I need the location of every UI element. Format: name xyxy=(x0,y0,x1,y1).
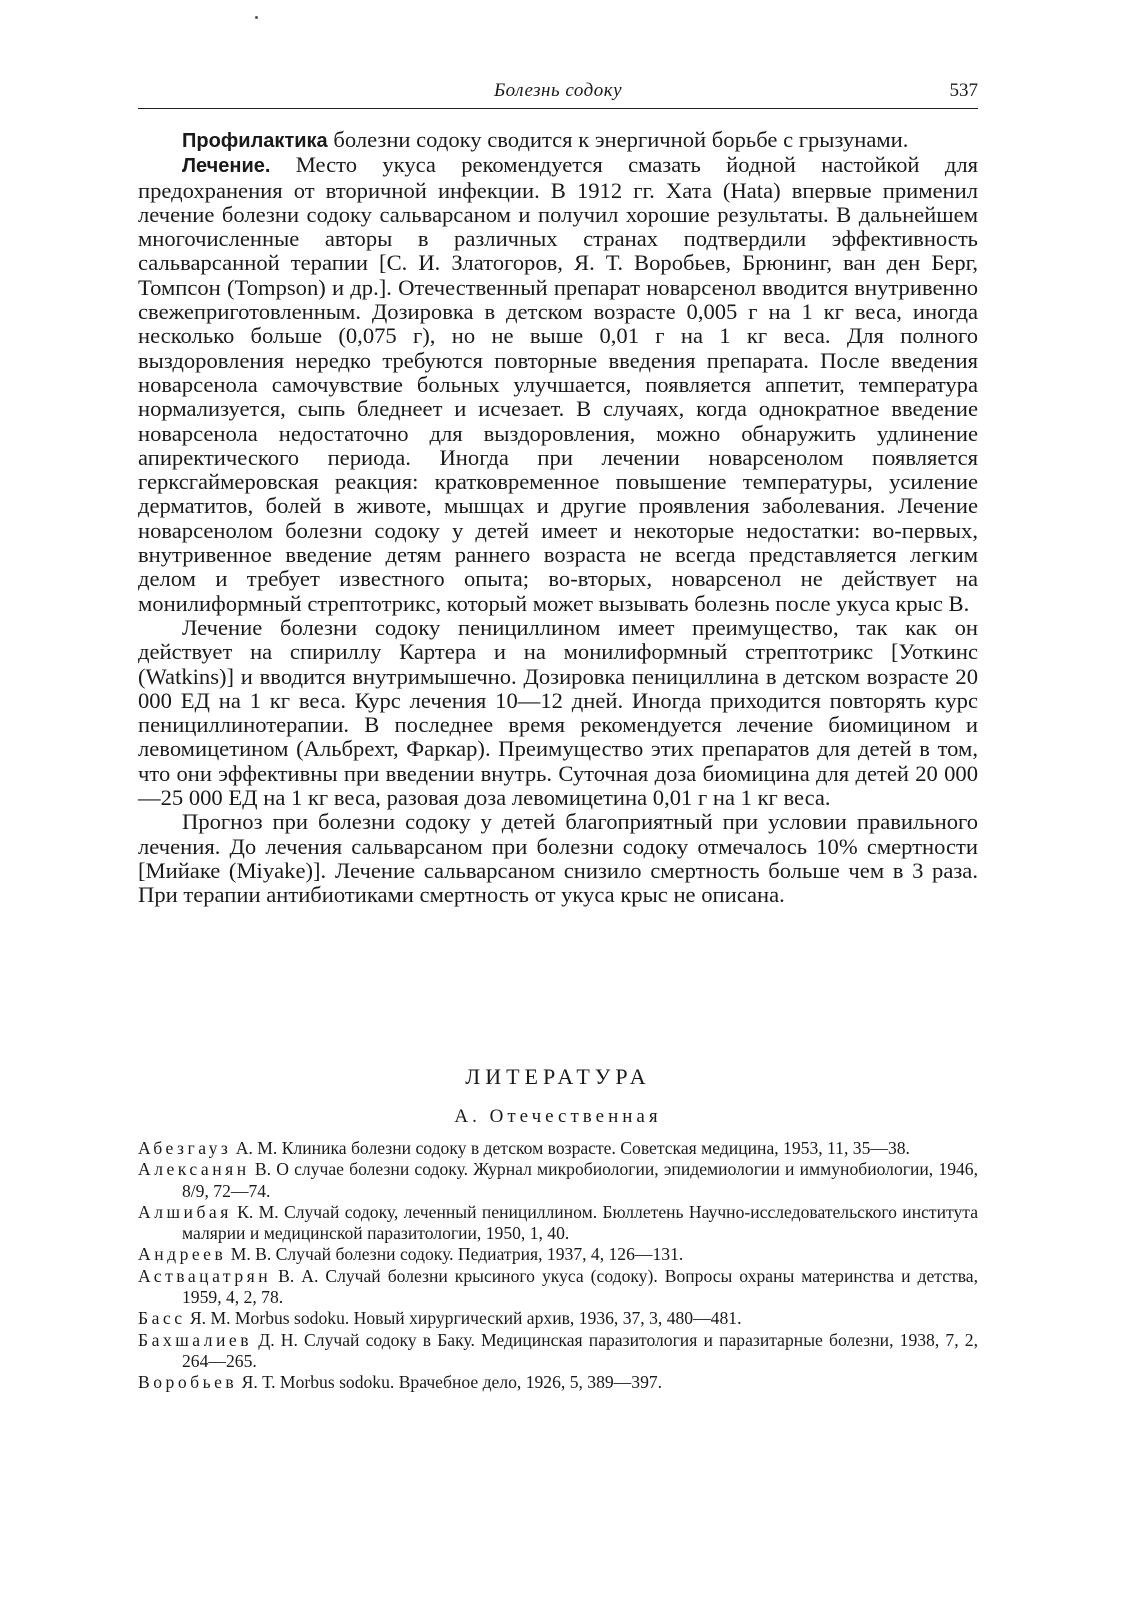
reference-author: Аствацатрян xyxy=(138,1265,272,1286)
reference-text: К. М. Случай содоку, леченный пенициллином. Бюллетень Научно-исследовательского института малярии и медицинской паразитологии, 1950, 1, 40. xyxy=(182,1201,978,1244)
reference-text: В. О случае болезни содоку. Журнал микробиологии, эпидемиологии и иммунобиологии, 1946, 8/9, 72—74. xyxy=(182,1159,978,1201)
running-head xyxy=(138,78,978,109)
reference-item xyxy=(138,1159,978,1202)
term-prophylaxis: Профилактика xyxy=(182,130,328,152)
running-title: Болезнь содоку xyxy=(493,80,623,101)
reference-text: Я. Т. Morbus sodoku. Врачебное дело, 1926, 5, 389—397. xyxy=(237,1372,663,1393)
reference-author: Андреев xyxy=(138,1244,227,1265)
reference-text: М. В. Случай болезни содоку. Педиатрия, 1937, 4, 126—131. xyxy=(226,1244,684,1265)
term-treatment: Лечение. xyxy=(182,155,271,178)
reference-author: Басс xyxy=(138,1308,186,1329)
reference-author: Алексанян xyxy=(138,1159,250,1180)
reference-item xyxy=(138,1138,978,1159)
reference-text: А. М. Клиника болезни содоку в детском возрасте. Советская медицина, 1953, 11, 35—38. xyxy=(231,1138,910,1158)
body-text xyxy=(138,128,978,908)
reference-text: В. А. Случай болезни крысиного укуса (содоку). Вопросы охраны материнства и детства, 1959, 4, 2, 78. xyxy=(182,1265,978,1308)
paragraph-text: болезни содоку сводится к энергичной борьбе с грызунами. xyxy=(327,127,909,152)
reference-author: Алшибая xyxy=(138,1201,232,1222)
literature-subheading: А. Отечественная xyxy=(454,1106,662,1127)
paragraph-prophylaxis xyxy=(138,128,978,153)
paragraph-treatment xyxy=(138,153,978,616)
reference-list xyxy=(138,1138,978,1394)
reference-text: Д. Н. Случай содоку в Баку. Медицинская паразитология и паразитарные болезни, 1938, 7, 2, 264—265. xyxy=(182,1329,978,1371)
reference-item xyxy=(138,1372,978,1393)
reference-author: Бахшалиев xyxy=(138,1329,253,1350)
reference-item xyxy=(138,1308,978,1329)
reference-item xyxy=(138,1244,978,1265)
paragraph-text: Место укуса рекомендуется смазать йодной настойкой для предохранения от вторичной инфекции. В 1912 гг. Хата (Hata) впервые применил лечение болезни содоку сальварсаном и получил хорошие результаты. В дальнейшем многочисленные авторы в различных странах подтвердили эффективность сальварсанной терапии [С. И. Златогоров, Я. Т. Воробьев, Брюнинг, ван ден Берг, Томпсон (Tompson) и др.]. Отечественный препарат новарсенол вводится внутривенно свежеприготовленным. Дозировка в детском возрасте 0,005 г на 1 кг веса, иногда несколько больше (0,075 г), но не выше 0,01 г на 1 кг веса. Для полного выздоровления нередко требуются повторные введения препарата. После введения новарсенола самочувствие больных улучшается, появляется аппетит, температура нормализуется, сыпь бледнеет и исчезает. В случаях, когда однократное введение новарсенола недостаточно для выздоровления, можно обнаружить удлинение апиректического периода. Иногда при лечении новарсенолом появляется герксгаймеровская реакция: кратковременное повышение температуры, усиление дерматитов, болей в животе, мышцах и другие проявления заболевания. Лечение новарсенолом болезни содоку у детей имеет и некоторые недостатки: во-первых, внутривенное введение детям раннего возраста не всегда представляется легким делом и требует известного опыта; во-вторых, новарсенол не действует на монилиформный стрептотрикс, который может вызывать болезнь после укуса крыс B. xyxy=(138,152,978,616)
reference-item xyxy=(138,1266,978,1309)
page-number: 537 xyxy=(949,80,978,101)
paragraph-prognosis: Прогноз при болезни содоку у детей благоприятный при условии правильного лечения. До лечения сальварсаном при болезни содоку отмечалось 10% смертности [Мийаке (Miyake)]. Лечение сальварсаном снизило смертность больше чем в 3 раза. При терапии антибиотиками смертность от укуса крыс не описана. xyxy=(138,809,978,908)
reference-item xyxy=(138,1330,978,1373)
reference-author: Абезгауз xyxy=(138,1138,232,1158)
reference-item xyxy=(138,1202,978,1245)
reference-text: Я. М. Morbus sodoku. Новый хирургический архив, 1936, 37, 3, 480—481. xyxy=(185,1308,742,1329)
reference-author: Воробьев xyxy=(138,1372,238,1393)
literature-heading: ЛИТЕРАТУРА xyxy=(465,1064,651,1089)
scan-speck xyxy=(255,16,258,19)
paragraph-penicillin: Лечение болезни содоку пенициллином имеет преимущество, так как он действует на спириллу Картера и на монилиформный стрептотрикс [Уоткинс (Watkins)] и вводится внутримышечно. Дозировка пенициллина в детском возрасте 20 000 ЕД на 1 кг веса. Курс лечения 10—12 дней. Иногда приходится повторять курс пенициллинотерапии. В последнее время рекомендуется лечение биомицином и левомицетином (Альбрехт, Фаркар). Преимущество этих препаратов для детей в том, что они эффективны при введении внутрь. Суточная доза биомицина для детей 20 000—25 000 ЕД на 1 кг веса, разовая доза левомицетина 0,01 г на 1 кг веса. xyxy=(138,614,978,811)
